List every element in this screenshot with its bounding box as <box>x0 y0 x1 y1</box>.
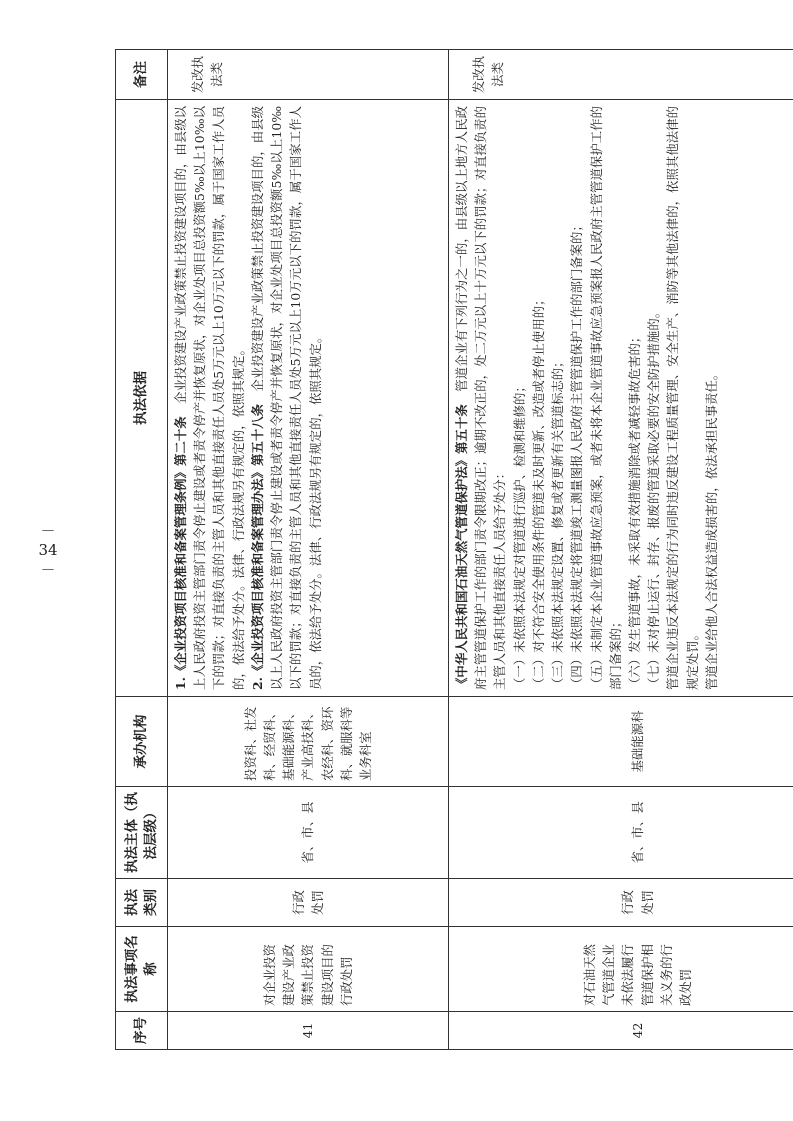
row-category: 行政处罚 <box>449 879 793 927</box>
basis-paragraph: 管道企业给他人合法权益造成损害的，依法承担民事责任。 <box>703 367 719 690</box>
row-basis <box>449 100 793 697</box>
basis-law-title: 2.《企业投资项目核准和备案管理办法》第五十八条 <box>249 403 265 690</box>
basis-paragraph: 管道企业违反本法规定的行为同时违反建设工程质量管理、安全生产、消防等其他法律的，依照其他法律的规定处罚。 <box>665 106 700 690</box>
header-seq: 序号 <box>116 1012 168 1050</box>
row-subject: 省、市、县 <box>449 787 793 879</box>
basis-paragraph <box>171 106 248 690</box>
header-agency: 承办机构 <box>116 697 168 787</box>
header-note: 备注 <box>116 50 168 100</box>
row-name: 对石油天然气管道企业未依法履行管道保护相关义务的行政处罚 <box>449 927 793 1012</box>
enforcement-table <box>115 49 793 1050</box>
basis-item: （四）未依照本法规定将管道竣工测量图报人民政府主管管道保护工作的部门备案的； <box>569 219 585 690</box>
basis-item: （二）对不符合安全使用条件的管道未及时更新、改造或者停止使用的； <box>530 293 546 690</box>
row-name: 对企业投资建设产业政策禁止投资建设项目的行政处罚 <box>168 927 449 1012</box>
basis-item: （七）未对停止运行、封存、报废的管道采取必要的安全防护措施的。 <box>646 305 662 690</box>
basis-text: 管道企业有下列行为之一的，由县级以上地方人民政府主管管道保护工作的部门责令限期改正；逾期不改正的，处二万元以上十万元以下的罚款；对直接负责的主管人员和其他直接责任人员给予处分： <box>454 105 508 690</box>
row-subject: 省、市、县 <box>168 787 449 879</box>
basis-text: 企业投资建设产业政策禁止投资建设项目的，由县级以上人民政府投资主管部门责令停止建设或者责令停产并恢复原状，对企业处项目总投资额5‰以上10‰以下的罚款；对直接负责的主管人员和其他直接责任人员处5万元以上10万元以下的罚款，属于国家工作人员的，依法给予处分。法律、行政法规另有规定的，依照其规定。 <box>249 106 323 690</box>
row-seq: 41 <box>168 1012 449 1050</box>
row-note: 发改执法类 <box>449 50 793 100</box>
basis-law-title: 《中华人民共和国石油天然气管道保护法》第五十条 <box>454 404 469 690</box>
row-seq: 42 <box>449 1012 793 1050</box>
header-category: 执法类别 <box>116 879 168 927</box>
table-row <box>168 50 449 1050</box>
basis-paragraph <box>248 106 325 690</box>
row-basis <box>168 100 449 697</box>
table-row <box>449 50 793 1050</box>
row-note: 发改执法类 <box>168 50 449 100</box>
row-agency: 基础能源科 <box>449 697 793 787</box>
basis-text: 企业投资建设产业政策禁止投资建设项目的，由县级以上人民政府投资主管部门责令停止建设或者责令停产并恢复原状，对企业处项目总投资额5‰以上10‰以下的罚款；对直接负责的主管人员和其他直接责任人员处5万元以上10万元以下的罚款，属于国家工作人员的，依法给予处分。法律、行政法规另有规定的，依照其规定。 <box>173 105 246 690</box>
header-name: 执法事项名称 <box>116 927 168 1012</box>
header-subject: 执法主体（执法层级） <box>116 787 168 879</box>
header-basis: 执法依据 <box>116 100 168 697</box>
page-number: － 34 － <box>38 522 58 579</box>
basis-item: （三）未依照本法规定设置、修复或者更新有关管道标志的； <box>550 355 566 690</box>
row-agency: 投资科、社发科、经贸科、基础能源科、产业高技科、农经科、资环科、就服科等业务科室 <box>168 697 449 787</box>
table-header-row <box>116 50 168 1050</box>
row-category: 行政处罚 <box>168 879 449 927</box>
basis-paragraph <box>452 106 510 690</box>
basis-item: （五）未制定本企业管道事故应急预案，或者未将本企业管道事故应急预案报人民政府主管管道保护工作的部门备案的； <box>588 106 623 690</box>
rotated-page <box>115 50 793 1050</box>
basis-item: （一）未依照本法规定对管道进行巡护、检测和维修的； <box>511 380 527 690</box>
basis-law-title: 1.《企业投资项目核准和备案管理条例》第二十条 <box>173 416 188 690</box>
basis-item: （六）发生管道事故，未采取有效措施消除或者减轻事故危害的； <box>626 330 642 690</box>
